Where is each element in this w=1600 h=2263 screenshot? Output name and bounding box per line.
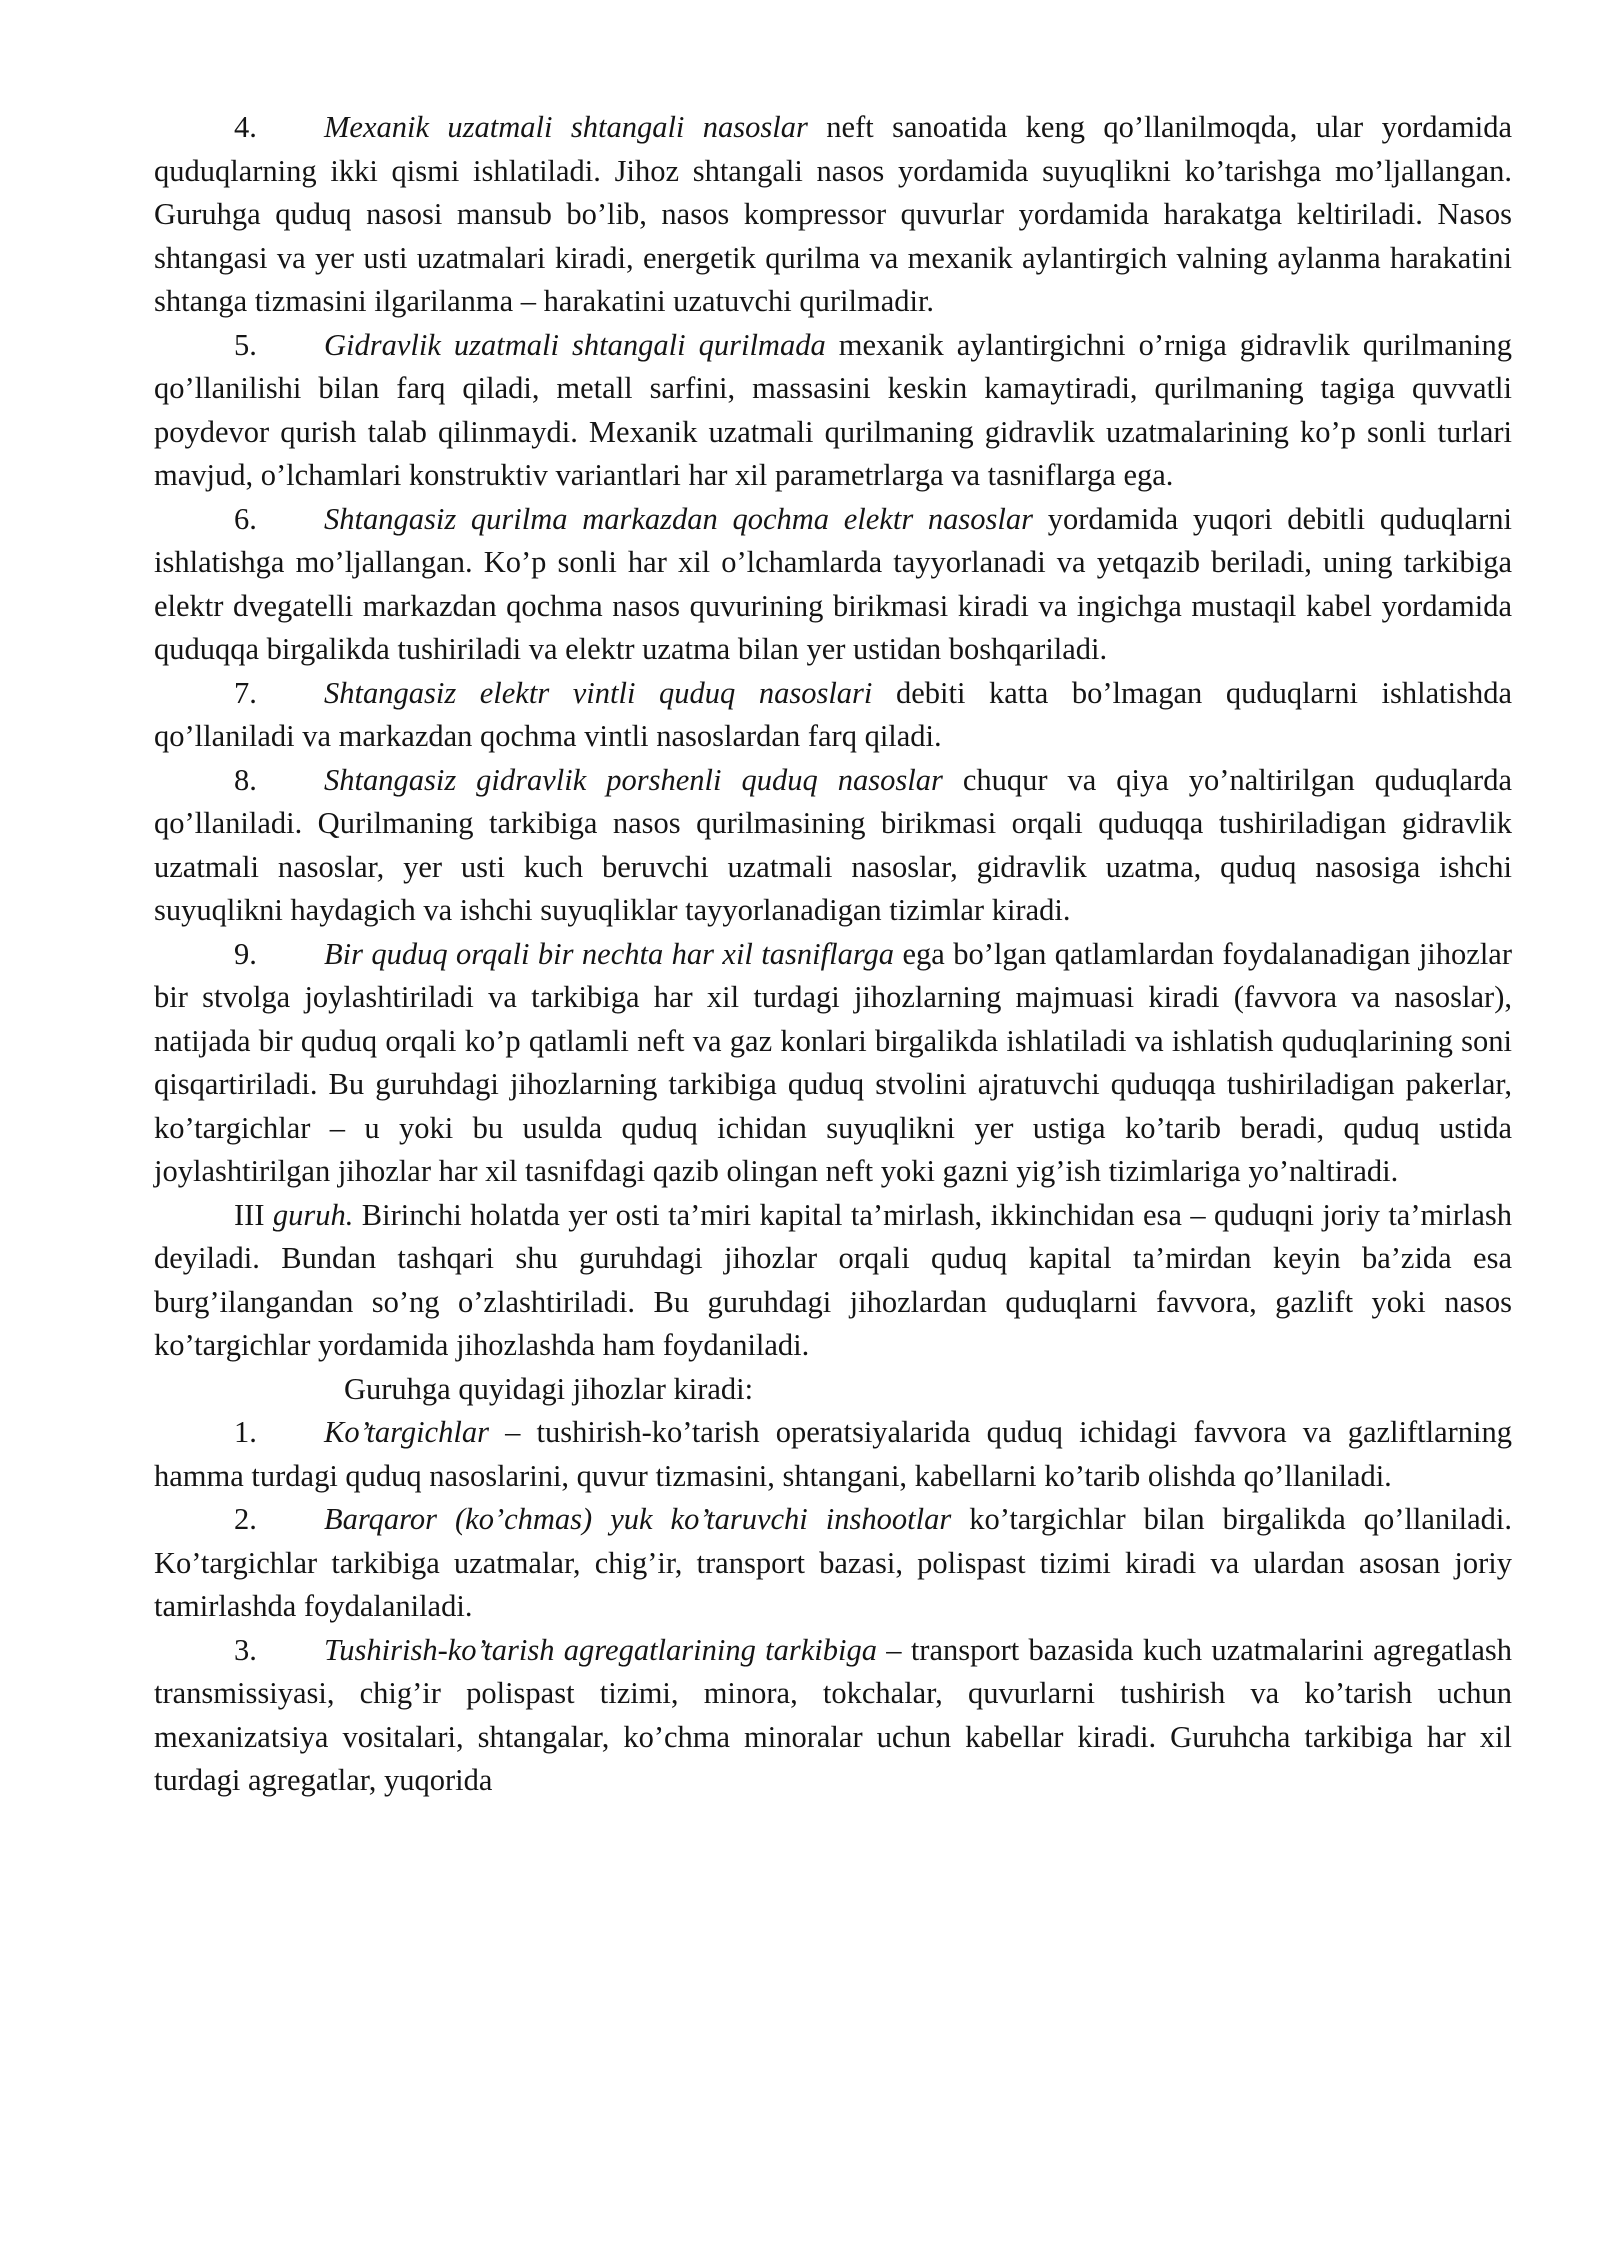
item-number: 3. — [234, 1632, 257, 1667]
item-term: Shtangasiz elektr vintli quduq nasoslari — [324, 675, 873, 710]
item-number: 1. — [234, 1415, 257, 1449]
item-term: Shtangasiz gidravlik porshenli quduq nasoslar — [324, 762, 943, 797]
item-text: – transport bazasida kuch uzatmalarini agregatlash transmissiyasi, chig’ir polispast tizimi, minora, tokchalar, quvurlarni tushirish va ko’tarish uchun mexanizatsiya vositalari, shtangalar, ko’chma minoralar uchun kabellar kiradi. Guruhcha tarkibiga har xil turdagi agregatlar, yuqorida — [154, 1632, 1512, 1797]
item-text: ega bo’lgan qatlamlardan foydalanadigan jihozlar bir stvolga joylashtiriladi va tarkibiga har xil turdagi jihozlarning majmuasi kiradi (favvora va nasoslar), natijada bir quduq orqali ko’p qatlamli neft va gaz konlari birgalikda ishlatiladi va ishlatish quduqlarining soni qisqartiriladi. Bu guruhdagi jihozlarning tarkibiga quduq stvolini ajratuvchi quduqqa tushiriladigan pakerlar, ko’targichlar – u yoki bu usulda quduq ichidan suyuqlikni yer ustiga ko’tarib beradi, quduq ustida joylashtirilgan jihozlar har xil tasnifdagi qazib olingan neft yoki gazni yig’ish tizimlariga yo’naltiradi. — [154, 936, 1512, 1188]
paragraph-item-5 — [154, 324, 1512, 498]
list-intro: Guruhga quyidagi jihozlar kiradi: — [344, 1371, 754, 1406]
item-number: 4. — [234, 110, 257, 144]
item-text: chuqur va qiya yo’naltirilgan quduqlarda qo’llaniladi. Qurilmaning tarkibiga nasos qurilmasining birikmasi orqali quduqqa tushiriladigan gidravlik uzatmali nasoslar, yer usti kuch beruvchi uzatmali nasoslar, gidravlik uzatma, quduq nasosiga ishchi suyuqlikni haydagich va ishchi suyuqliklar tayyorlanadigan tizimlar kiradi. — [154, 762, 1512, 927]
paragraph-item-8 — [154, 759, 1512, 933]
item-text: – tushirish-ko’tarish operatsiyalarida quduq ichidagi favvora va gazliftlarning hamma turdagi quduq nasoslarini, quvur tizmasini, shtangani, kabellarni ko’tarib olishda qo’llaniladi. — [154, 1415, 1512, 1493]
item-text: yordamida yuqori debitli quduqlarni ishlatishga mo’ljallangan. Ko’p sonli har xil o’lchamlarda tayyorlanadi va yetqazib beriladi, uning tarkibiga elektr dvegatelli markazdan qochma nasos quvurining birikmasi kiradi va ingichga mustaqil kabel yordamida quduqqa birgalikda tushiriladi va elektr uzatma bilan yer ustidan boshqariladi. — [154, 501, 1512, 666]
item-number: 9. — [234, 936, 257, 971]
item-term: Bir quduq orqali bir nechta har xil tasniflarga — [324, 936, 895, 971]
paragraph-item-4 — [154, 106, 1512, 324]
item-term: Gidravlik uzatmali shtangali qurilmada — [324, 327, 826, 362]
paragraph-item-9 — [154, 933, 1512, 1194]
item-term: Barqaror (ko’chmas) yuk ko’taruvchi inshootlar — [324, 1502, 952, 1536]
item-term: Shtangasiz qurilma markazdan qochma elektr nasoslar — [324, 501, 1033, 536]
group-term: guruh. — [272, 1197, 354, 1232]
group-text: Birinchi holatda yer osti ta’miri kapital ta’mirlash, ikkinchidan esa – quduqni joriy ta’mirlash deyiladi. Bundan tashqari shu guruhdagi jihozlar orqali quduq kapital ta’mirdan keyin ba’zida esa burg’ilangandan so’ng o’zlashtiriladi. Bu guruhdagi jihozlardan quduqlarni favvora, gazlift yoki nasos ko’targichlar yordamida jihozlashda ham foydaniladi. — [154, 1197, 1512, 1362]
list-item-2 — [154, 1498, 1512, 1629]
item-number: 2. — [234, 1502, 257, 1536]
paragraph-group-3 — [154, 1194, 1512, 1368]
item-text: ko’targichlar bilan birgalikda qo’llaniladi. Ko’targichlar tarkibiga uzatmalar, chig’ir, transport bazasi, polispast tizimi kiradi va ulardan asosan joriy tamirlashda foydalaniladi. — [154, 1502, 1513, 1623]
item-text: debiti katta bo’lmagan quduqlarni ishlatishda qo’llaniladi va markazdan qochma vintli nasoslardan farq qiladi. — [154, 675, 1512, 753]
item-number: 6. — [234, 501, 257, 536]
item-term: Tushirish-ko’tarish agregatlarining tarkibiga — [324, 1632, 877, 1667]
item-number: 5. — [234, 327, 257, 362]
item-term: Mexanik uzatmali shtangali nasoslar — [324, 110, 808, 144]
item-number: 7. — [234, 675, 257, 710]
list-item-3 — [154, 1629, 1512, 1803]
group-roman-numeral: III — [234, 1197, 273, 1232]
item-number: 8. — [234, 762, 257, 797]
item-text: mexanik aylantirgichni o’rniga gidravlik qurilmaning qo’llanilishi bilan farq qiladi, metall sarfini, massasini keskin kamaytiradi, qurilmaning tagiga quvvatli poydevor qurish talab qilinmaydi. Mexanik uzatmali qurilmaning gidravlik uzatmalarining ko’p sonli turlari mavjud, o’lchamlari konstruktiv variantlari har xil parametrlarga va tasniflarga ega. — [154, 327, 1513, 492]
paragraph-item-7 — [154, 672, 1512, 759]
paragraph-item-6 — [154, 498, 1512, 672]
item-term: Ko’targichlar — [324, 1415, 489, 1449]
item-text: neft sanoatida keng qo’llanilmoqda, ular yordamida quduqlarning ikki qismi ishlatiladi. Jihoz shtangali nasos yordamida suyuqlikni ko’tarishga mo’ljallangan. Guruhga quduq nasosi mansub bo’lib, nasos kompressor quvurlar yordamida harakatga keltiriladi. Nasos shtangasi va yer usti uzatmalari kiradi, energetik qurilma va mexanik aylantirgich valning aylanma harakatini shtanga tizmasini ilgarilanma – harakatini uzatuvchi qurilmadir. — [154, 110, 1512, 318]
list-item-1 — [154, 1411, 1512, 1498]
